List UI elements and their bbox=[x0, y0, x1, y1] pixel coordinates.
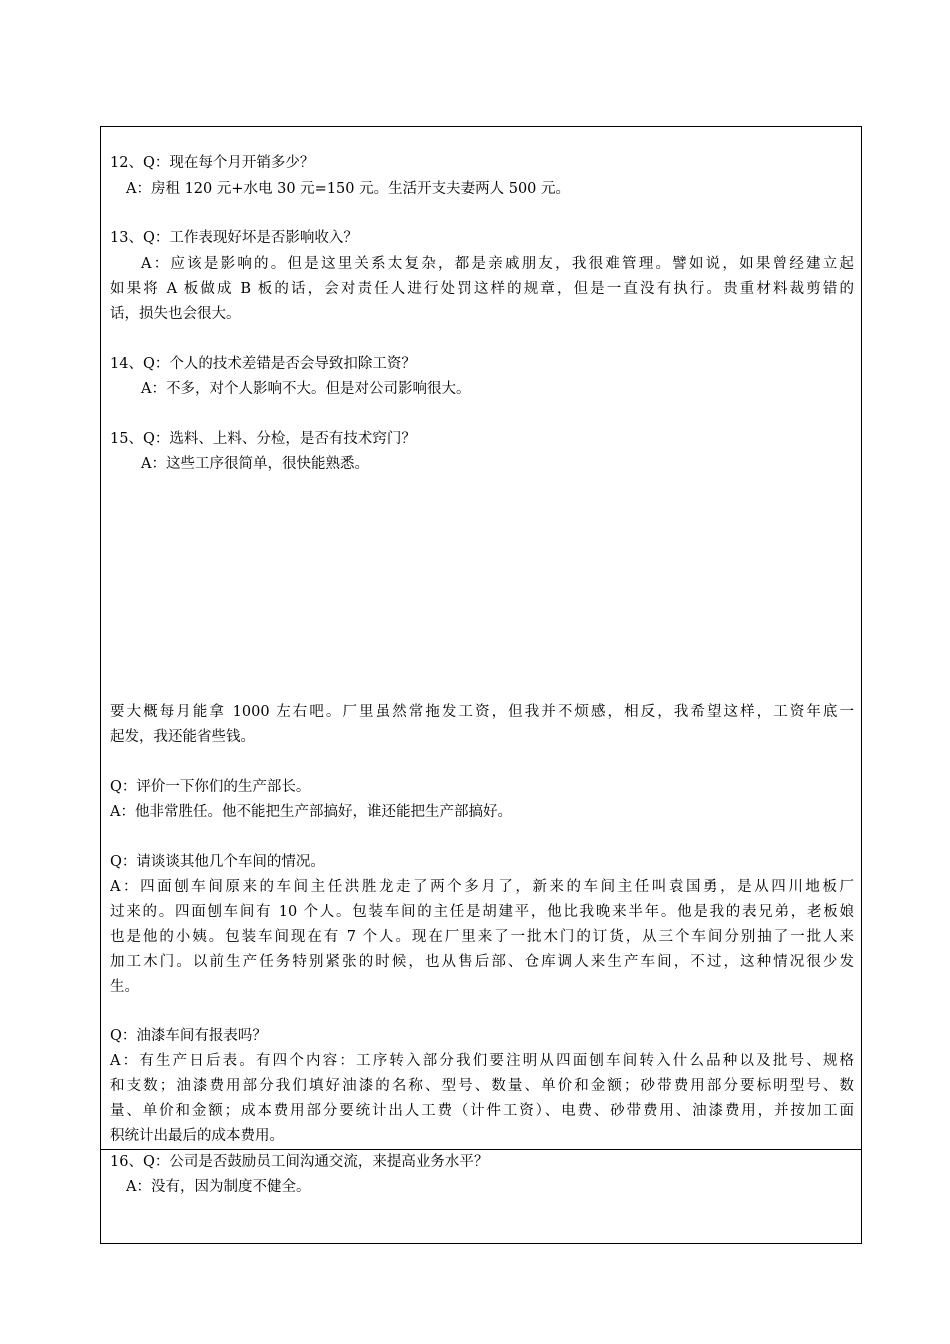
q14-question: 14、Q：个人的技术差错是否会导致扣除工资？ bbox=[110, 356, 416, 372]
q13-question: 13、Q：工作表现好坏是否影响收入？ bbox=[110, 230, 358, 246]
workshops-answer-line1: A：四面刨车间原来的车间主任洪胜龙走了两个多月了，新来的车间主任叫袁国勇，是从四川地板厂 bbox=[110, 879, 854, 895]
income-line1: 要大概每月能拿 1000 左右吧。厂里虽然常拖发工资，但我并不烦感，相反，我希望这样，工资年底一 bbox=[110, 704, 854, 720]
workshops-question: Q：请谈谈其他几个车间的情况。 bbox=[110, 854, 325, 870]
q16-answer: A：没有，因为制度不健全。 bbox=[126, 1179, 311, 1195]
q16-question: 16、Q：公司是否鼓励员工间沟通交流，来提高业务水平？ bbox=[110, 1154, 489, 1170]
q12-question: 12、Q：现在每个月开销多少？ bbox=[110, 155, 315, 171]
manager-question: Q：评价一下你们的生产部长。 bbox=[110, 779, 311, 795]
q12-answer: A：房租 120 元+水电 30 元=150 元。生活开支夫妻两人 500 元。 bbox=[126, 181, 571, 197]
q13-answer-line2: 如果将 A 板做成 B 板的话，会对责任人进行处罚这样的规章，但是一直没有执行。贵重材料裁剪错的 bbox=[110, 281, 854, 297]
report-question: Q：油漆车间有报表吗？ bbox=[110, 1028, 267, 1044]
document-table-frame bbox=[100, 126, 862, 1244]
q15-question: 15、Q：选料、上料、分检，是否有技术窍门？ bbox=[110, 431, 416, 447]
workshops-answer-line2: 过来的。四面刨车间有 10 个人。包装车间的主任是胡建平，他比我晚来半年。他是我的表兄弟，老板娘 bbox=[110, 904, 854, 920]
q13-answer-line1: A：应该是影响的。但是这里关系太复杂，都是亲戚朋友，我很难管理。譬如说，如果曾经建立起 bbox=[141, 256, 854, 272]
workshops-answer-line5: 生。 bbox=[110, 979, 139, 995]
manager-answer: A：他非常胜任。他不能把生产部搞好，谁还能把生产部搞好。 bbox=[110, 804, 512, 820]
report-answer-line1: A：有生产日后表。有四个内容：工序转入部分我们要注明从四面刨车间转入什么品种以及批号、规格 bbox=[110, 1053, 854, 1069]
q15-answer: A：这些工序很简单，很快能熟悉。 bbox=[141, 456, 369, 472]
q14-answer: A：不多，对个人影响不大。但是对公司影响很大。 bbox=[141, 381, 471, 397]
income-line2: 起发，我还能省些钱。 bbox=[110, 729, 255, 745]
q13-answer-line3: 话，损失也会很大。 bbox=[110, 306, 241, 322]
report-answer-line2: 和支数；油漆费用部分我们填好油漆的名称、型号、数量、单价和金额；砂带费用部分要标明型号、数 bbox=[110, 1078, 854, 1094]
report-answer-line4: 积统计出最后的成本费用。 bbox=[110, 1128, 284, 1144]
workshops-answer-line4: 加工木门。以前生产任务特别紧张的时候，也从售后部、仓库调人来生产车间，不过，这种情况很少发 bbox=[110, 954, 854, 970]
workshops-answer-line3: 也是他的小姨。包装车间现在有 7 个人。现在厂里来了一批木门的订货，从三个车间分别抽了一批人来 bbox=[110, 929, 854, 945]
report-answer-line3: 量、单价和金额；成本费用部分要统计出人工费（计件工资）、电费、砂带费用、油漆费用，并按加工面 bbox=[110, 1103, 854, 1119]
